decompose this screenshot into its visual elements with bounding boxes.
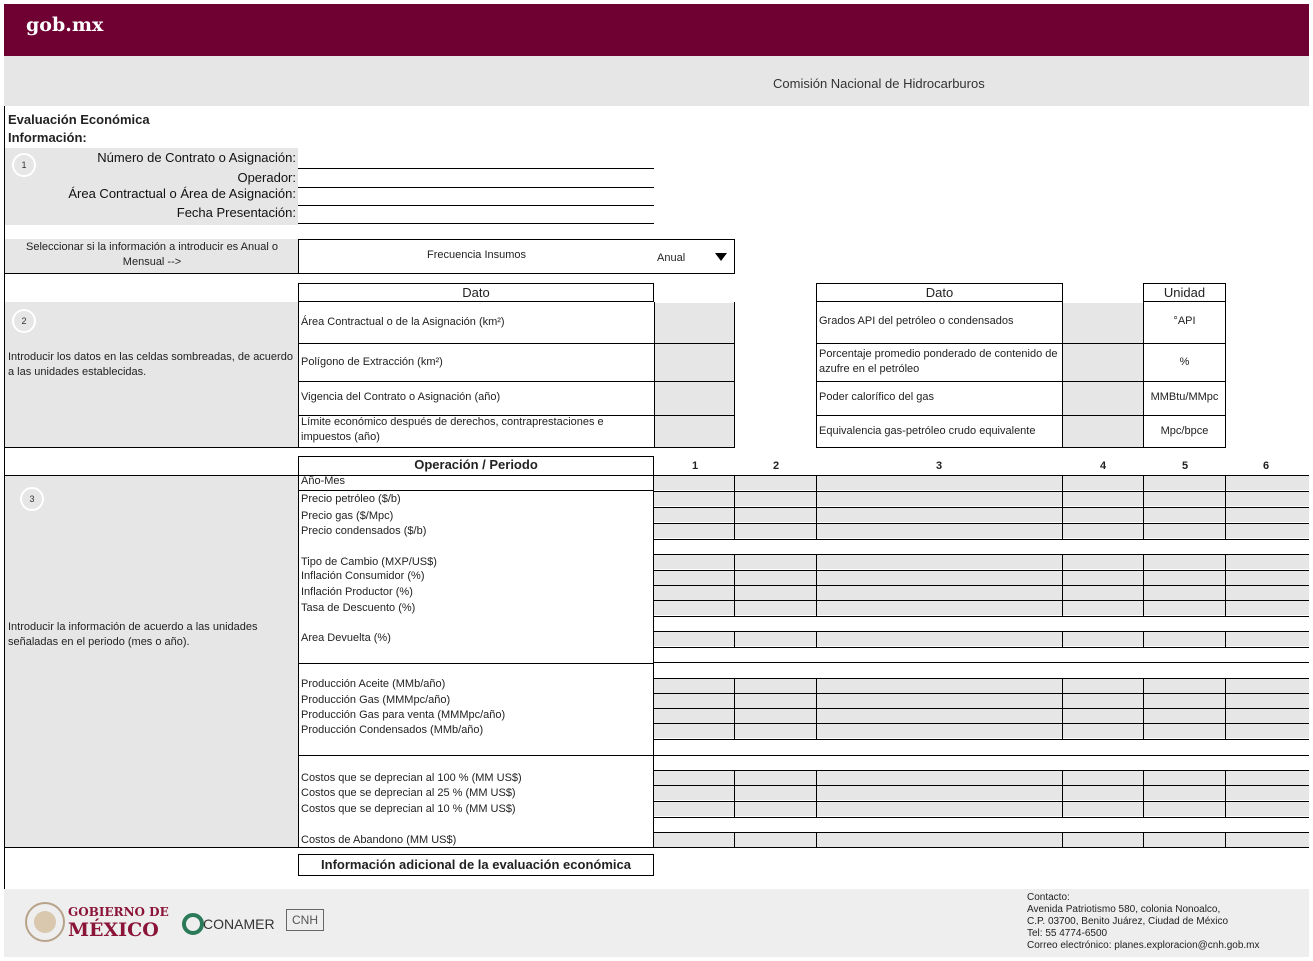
divider [5, 273, 735, 274]
row-costos-100: Costos que se deprecian al 100 % (MM US$) [301, 772, 522, 784]
period-5: 5 [1181, 460, 1189, 472]
conamer-icon [182, 913, 204, 935]
input-limite[interactable] [655, 416, 734, 447]
divider [5, 447, 735, 448]
period-4: 4 [1099, 460, 1107, 472]
row-precio-petroleo: Precio petróleo ($/b) [301, 493, 401, 505]
page-title: Evaluación Económica [8, 112, 150, 127]
gob-line2: MÉXICO [68, 919, 159, 941]
unit-azufre: % [1179, 356, 1190, 368]
row-api: Grados API del petróleo o condensados [819, 315, 1014, 327]
section3-instruction: Introducir la información de acuerdo a las unidades señaladas en el periodo (mes o año). [8, 621, 258, 648]
contract-input[interactable] [298, 150, 654, 168]
divider [298, 755, 654, 756]
frequency-prompt: Seleccionar si la información a introducir es Anual o Mensual --> [26, 241, 278, 268]
divider [298, 239, 735, 240]
sub-header [4, 56, 1309, 106]
conamer-logo: CONAMER [203, 916, 275, 932]
unit-equivalencia: Mpc/bpce [1160, 425, 1209, 437]
top-bar [4, 4, 1309, 56]
divider [298, 187, 654, 188]
period-1: 1 [691, 460, 699, 472]
divider [298, 302, 299, 447]
cnh-logo: CNH [286, 909, 324, 931]
gob-line1: GOBIERNO DE [68, 905, 169, 919]
input-area-contractual[interactable] [655, 303, 734, 343]
divider [298, 663, 654, 664]
row-inflacion-consumidor: Inflación Consumidor (%) [301, 570, 425, 582]
row-area-contractual: Área Contractual o de la Asignación (km²) [301, 316, 505, 328]
row-costos-10: Costos que se deprecian al 10 % (MM US$) [301, 803, 516, 815]
divider [298, 239, 299, 273]
input-equivalencia[interactable] [1063, 416, 1143, 447]
unit-header: Unidad [1143, 283, 1226, 302]
unit-api: °API [1173, 315, 1196, 327]
frequency-value: Anual [657, 252, 686, 264]
row-azufre: Porcentaje promedio ponderado de contenido de azufre en el petróleo [819, 348, 1058, 375]
input-azufre[interactable] [1063, 344, 1143, 381]
divider [816, 415, 1226, 416]
field-contract-label: Número de Contrato o Asignación: [97, 150, 296, 165]
contact-tel: Tel: 55 4774-6500 [1027, 928, 1108, 939]
commission-name: Comisión Nacional de Hidrocarburos [773, 76, 985, 91]
input-vigencia[interactable] [655, 382, 734, 415]
row-vigencia: Vigencia del Contrato o Asignación (año) [301, 391, 501, 403]
divider [298, 490, 654, 491]
frequency-select[interactable] [654, 243, 734, 271]
contact-block [1027, 892, 1260, 952]
row-year-month: Año-Mes [301, 475, 346, 487]
row-poligono: Polígono de Extracción (km²) [301, 356, 443, 368]
contact-title: Contacto: [1027, 892, 1070, 903]
contact-address2: C.P. 03700, Benito Juárez, Ciudad de México [1027, 916, 1229, 927]
row-precio-gas: Precio gas ($/Mpc) [301, 510, 394, 522]
divider [1225, 302, 1226, 447]
row-produccion-gas-venta: Producción Gas para venta (MMMpc/año) [301, 709, 506, 721]
field-area-label: Área Contractual o Área de Asignación: [68, 186, 296, 201]
section2-instruction: Introducir los datos en las celdas sombreadas, de acuerdo a las unidades establecidas. [8, 351, 293, 378]
section3-panel [5, 476, 298, 847]
section2-right-header: Dato [816, 283, 1063, 302]
row-inflacion-productor: Inflación Productor (%) [301, 586, 413, 598]
row-produccion-aceite: Producción Aceite (MMb/año) [301, 678, 446, 690]
period-grid[interactable] [653, 475, 1309, 848]
section1-number: 1 [12, 153, 36, 177]
date-input[interactable] [298, 206, 654, 223]
additional-info-header: Información adicional de la evaluación económica [298, 854, 654, 876]
divider [734, 239, 735, 273]
unit-poder: MMBtu/MMpc [1150, 391, 1219, 403]
row-costos-abandono: Costos de Abandono (MM US$) [301, 834, 457, 846]
period-6: 6 [1262, 460, 1270, 472]
gobmx-logo[interactable]: gob.mx [26, 14, 104, 36]
coat-of-arms-icon [24, 901, 66, 943]
divider [734, 302, 735, 447]
contact-email[interactable]: Correo electrónico: planes.exploracion@cnh.gob.mx [1027, 940, 1260, 951]
footer [4, 889, 1309, 957]
divider [298, 456, 299, 848]
divider [298, 205, 654, 206]
divider [298, 168, 654, 169]
info-label: Información: [8, 130, 87, 145]
row-produccion-gas: Producción Gas (MMMpc/año) [301, 694, 451, 706]
period-2: 2 [772, 460, 780, 472]
period-3: 3 [935, 460, 943, 472]
row-poder: Poder calorífico del gas [819, 391, 934, 403]
contact-address1: Avenida Patriotismo 580, colonia Nonoalco, [1027, 904, 1221, 915]
divider [654, 302, 655, 447]
divider [298, 223, 654, 224]
chevron-down-icon [715, 253, 727, 261]
divider [816, 343, 1226, 344]
area-input[interactable] [298, 188, 654, 206]
input-poder[interactable] [1063, 382, 1143, 415]
row-equivalencia: Equivalencia gas-petróleo crudo equivalente [819, 425, 1036, 437]
operator-input[interactable] [298, 169, 654, 187]
frequency-label: Frecuencia Insumos [426, 249, 527, 261]
field-operator-label: Operador: [237, 170, 296, 185]
section2-left-header: Dato [298, 283, 654, 302]
row-area-devuelta: Area Devuelta (%) [301, 632, 391, 644]
input-api[interactable] [1063, 303, 1143, 343]
row-limite: Límite económico después de derechos, contraprestaciones e impuestos (año) [301, 416, 604, 443]
divider [816, 302, 817, 447]
section3-header: Operación / Periodo [414, 457, 538, 472]
row-tipo-cambio: Tipo de Cambio (MXP/US$) [301, 556, 437, 568]
divider [5, 847, 1309, 848]
section2-number: 2 [12, 309, 36, 333]
row-costos-25: Costos que se deprecian al 25 % (MM US$) [301, 787, 516, 799]
section3-number: 3 [20, 487, 44, 511]
row-tasa-descuento: Tasa de Descuento (%) [301, 602, 416, 614]
divider [816, 447, 1226, 448]
divider [816, 381, 1226, 382]
field-date-label: Fecha Presentación: [176, 205, 296, 220]
row-produccion-condensados: Producción Condensados (MMb/año) [301, 724, 484, 736]
row-precio-condensados: Precio condensados ($/b) [301, 525, 427, 537]
input-poligono[interactable] [655, 344, 734, 381]
